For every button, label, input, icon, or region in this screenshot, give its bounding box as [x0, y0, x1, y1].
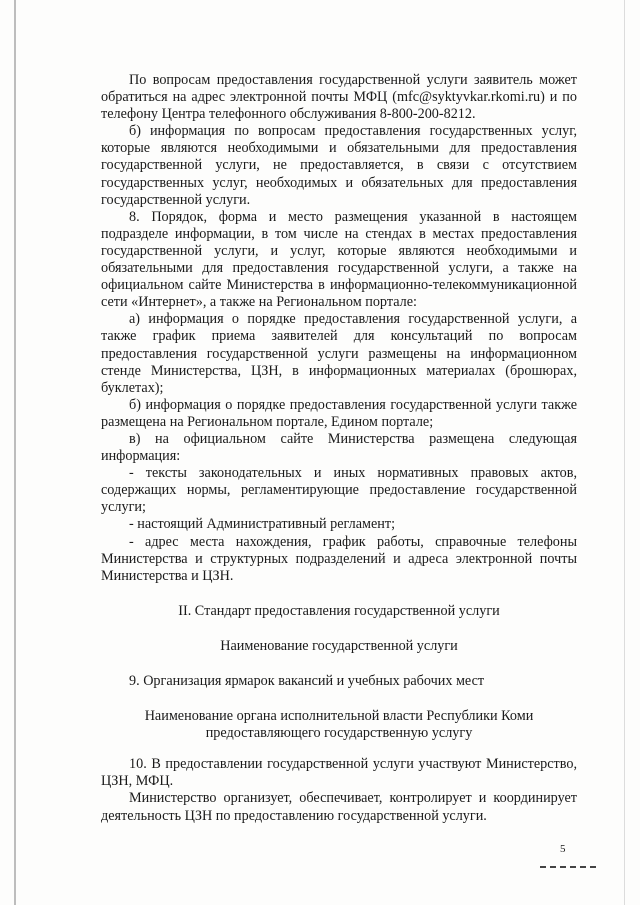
section-title: II. Стандарт предоставления государственной услуги [178, 602, 500, 619]
paragraph-item-10: 10. В предоставлении государственной услуги участвуют Министерство, ЦЗН, МФЦ. [101, 756, 577, 790]
paragraph-item-8: 8. Порядок, форма и место размещения указанной в настоящем подразделе информации, в том числе на стендах в местах предоставления государственной услуги, и услуг, которые являются необходимыми и обязательными для предоставления государственной услуги, а также на официальном сайте Министерства в информационно-телекоммуникационной сети «Интернет», а также на Региональном портале: [101, 208, 577, 311]
authority-heading-line2: предоставляющего государственную услугу [205, 725, 473, 742]
scan-edge-left [14, 0, 16, 905]
page-number: 5 [560, 843, 566, 855]
paragraph-bullet-laws: - тексты законодательных и иных нормативных правовых актов, содержащих нормы, регламентирующие предоставление государственной услуги; [101, 465, 577, 516]
paragraph-info-b2: б) информация о порядке предоставления государственной услуги также размещена на Региональном портале, Едином портале; [101, 396, 577, 430]
paragraph-info-b: б) информация по вопросам предоставления государственных услуг, которые являются необходимыми и обязательными для предоставления государственной услуги, не предоставляется, в связи с отсутствием государственных услуг, необходимых и обязательных для предоставления государственной услуги. [101, 123, 577, 208]
paragraph-contact-info: По вопросам предоставления государственной услуги заявитель может обратиться на адрес электронной почты МФЦ (mfc@syktyvkar.rkomi.ru) и по телефону Центра телефонного обслуживания 8-800-200-8212. [101, 72, 577, 123]
paragraph-info-a: а) информация о порядке предоставления государственной услуги, а также график приема заявителей для консультаций по вопросам предоставления государственной услуги размещены на информационном стенде Министерства, ЦЗН, в информационных материалах (брошюрах, буклетах); [101, 311, 577, 396]
authority-heading-line1: Наименование органа исполнительной власти Республики Коми [144, 708, 534, 725]
subsection-heading-service-name: Наименование государственной услуги [220, 637, 458, 654]
service-name: 9. Организация ярмарок вакансий и учебных рабочих мест [129, 673, 485, 689]
scan-edge-bottom [540, 866, 600, 868]
scan-edge-right [624, 0, 625, 905]
paragraph-bullet-regulation: - настоящий Административный регламент; [129, 516, 396, 533]
document-body [101, 72, 577, 825]
paragraph-info-v: в) на официальном сайте Министерства размещена следующая информация: [101, 430, 577, 465]
paragraph-bullet-address: - адрес места нахождения, график работы, справочные телефоны Министерства и структурных подразделений и адреса электронной почты Министерства и ЦЗН. [101, 533, 577, 584]
paragraph-ministry-role: Министерство организует, обеспечивает, контролирует и координирует деятельность ЦЗН по предоставлению государственной услуги. [101, 790, 577, 824]
